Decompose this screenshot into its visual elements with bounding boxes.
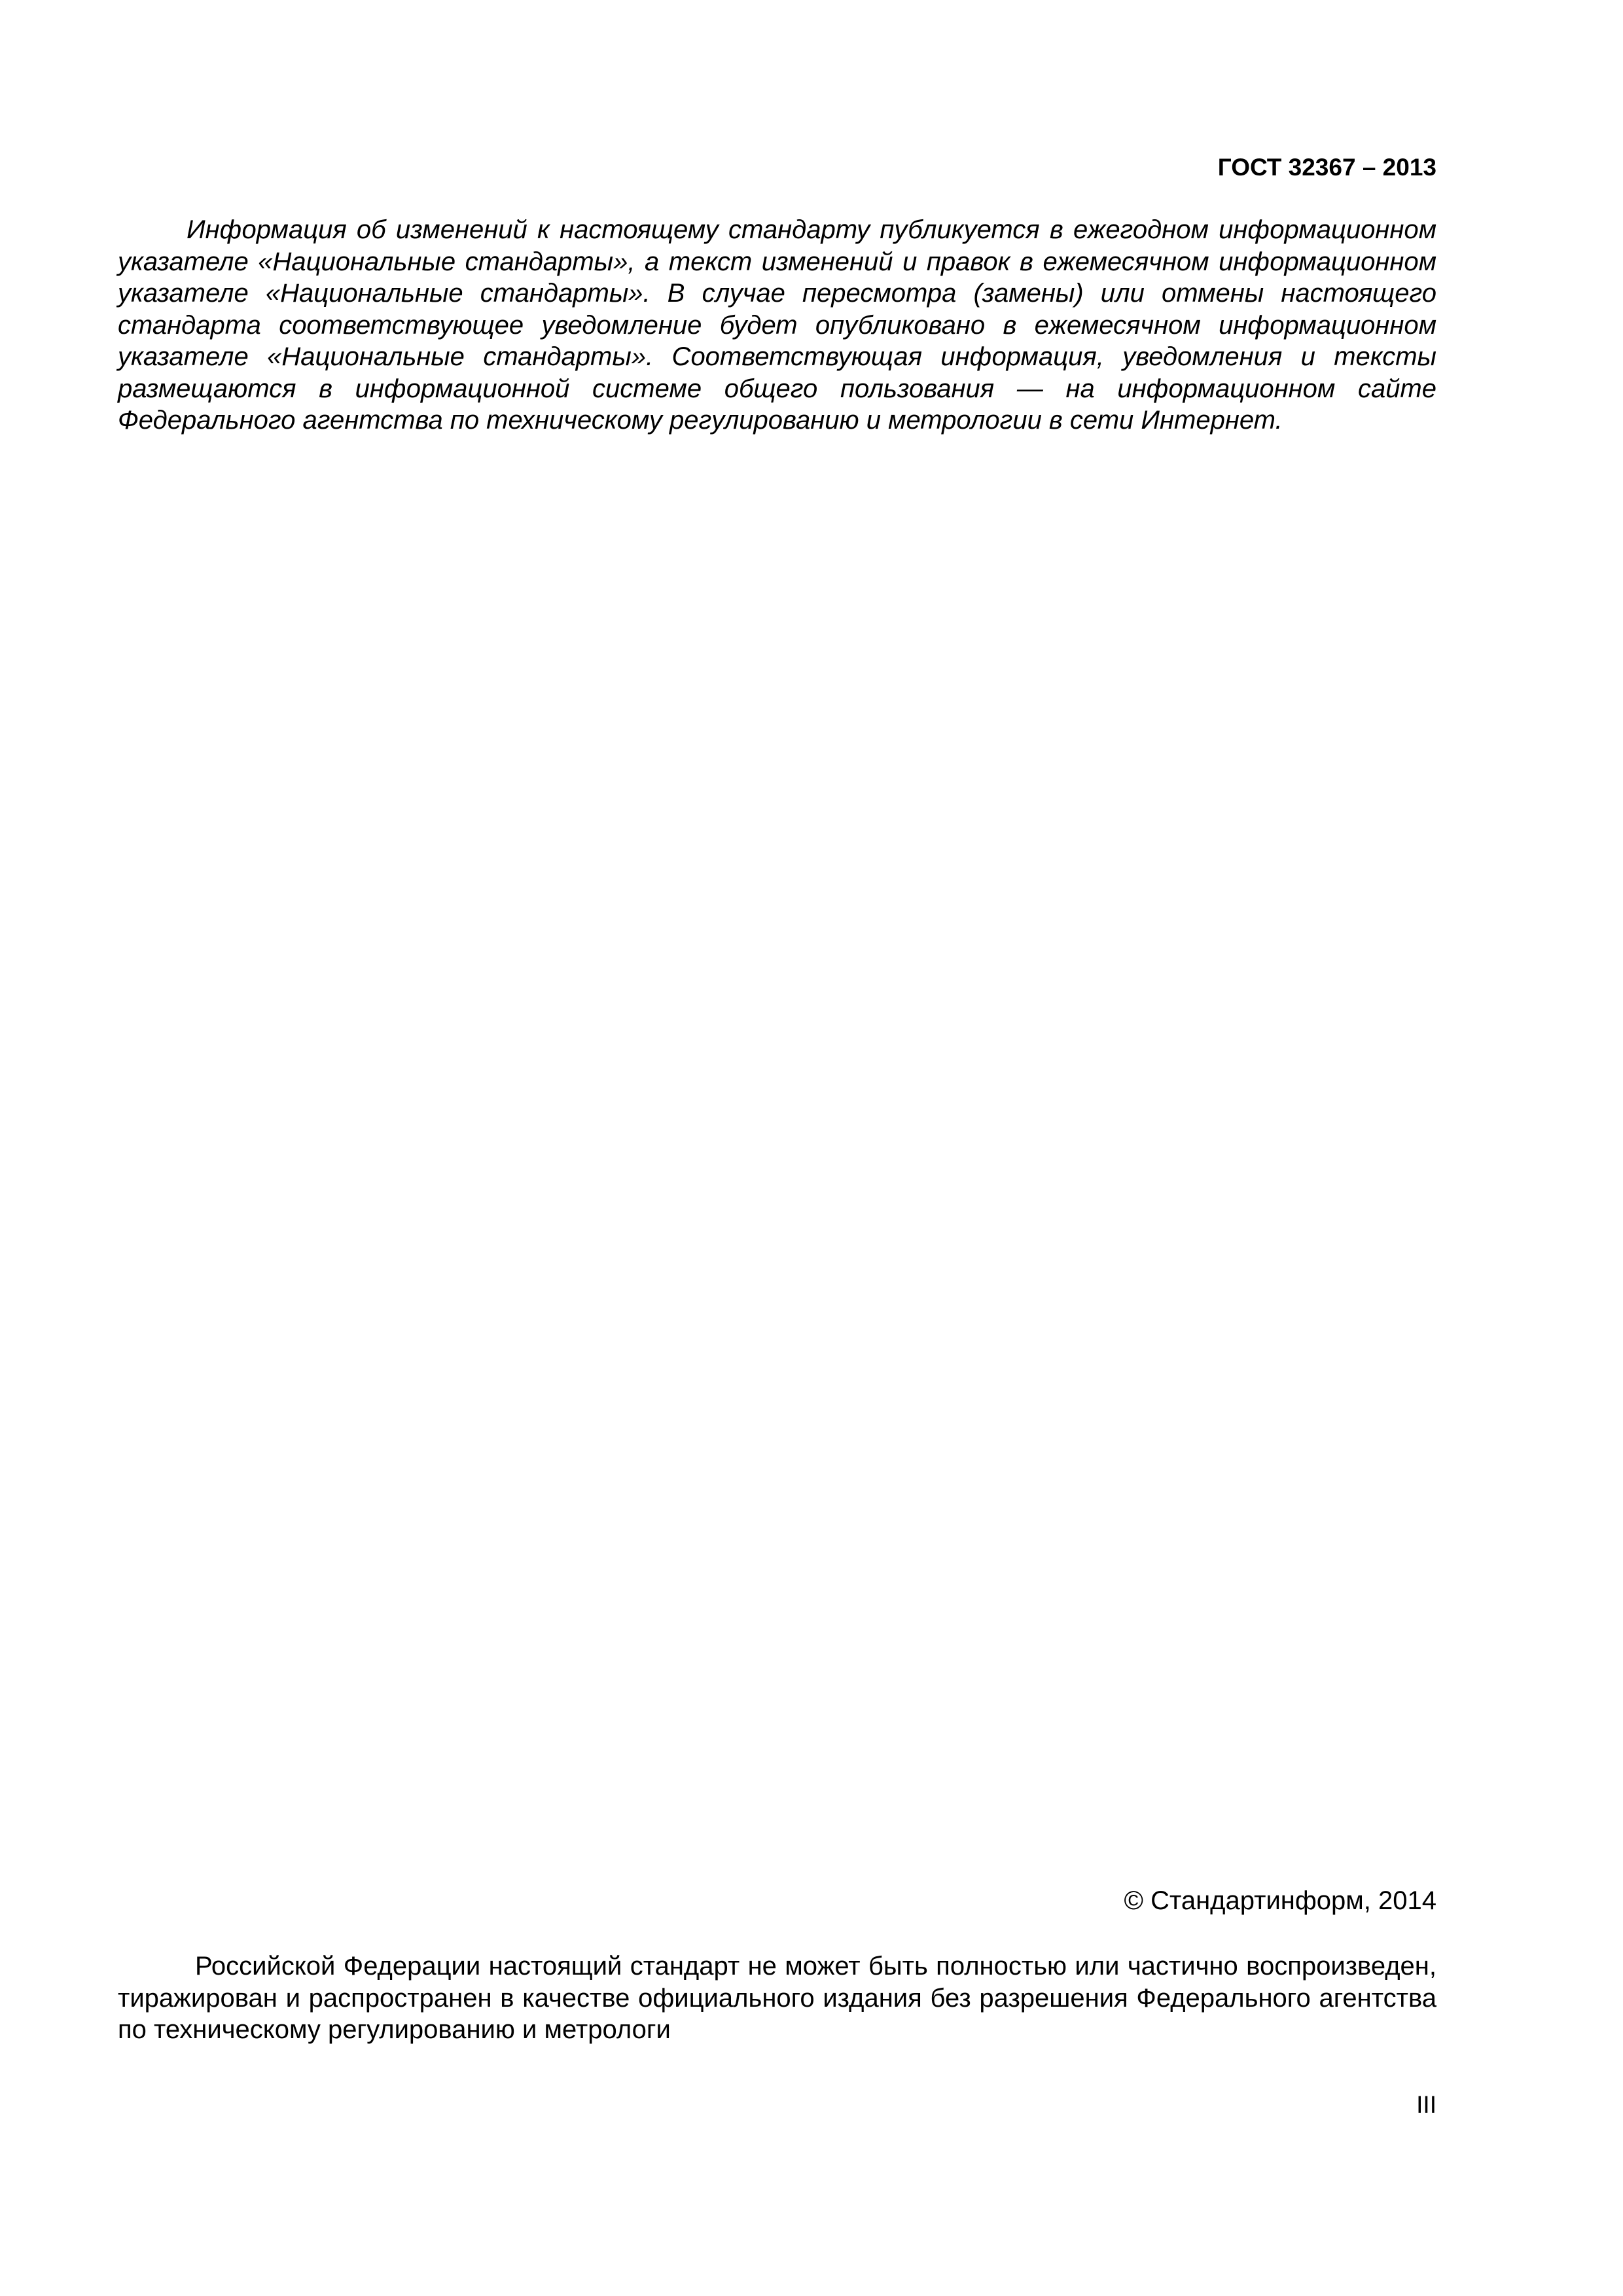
copyright-line: © Стандартинформ, 2014	[1124, 1886, 1436, 1915]
reproduction-rights-paragraph: Российской Федерации настоящий стандарт не может быть полностью или частично воспроизведен, тиражирован и распространен в качестве официального издания без разрешения Федерального агентства по техническому регулированию и метрологи	[118, 1952, 1436, 2044]
amendment-notice-paragraph: Информация об изменений к настоящему стандарту публикуется в ежегодном информационном указателе «Национальные стандарты», а текст изменений и правок в ежемесячном информационном указателе «Национальные стандарты». В случае пересмотра (замены) или отмены настоящего стандарта соответствующее уведомление будет опубликовано в ежемесячном информационном указателе «Национальные стандарты». Соответствующая информация, уведомления и тексты размещаются в информационной системе общего пользования — на информационном сайте Федерального агентства по техническому регулированию и метрологии в сети Интернет.	[118, 215, 1436, 435]
page-number: III	[1416, 2091, 1436, 2118]
standard-code-header: ГОСТ 32367 – 2013	[1217, 154, 1436, 181]
